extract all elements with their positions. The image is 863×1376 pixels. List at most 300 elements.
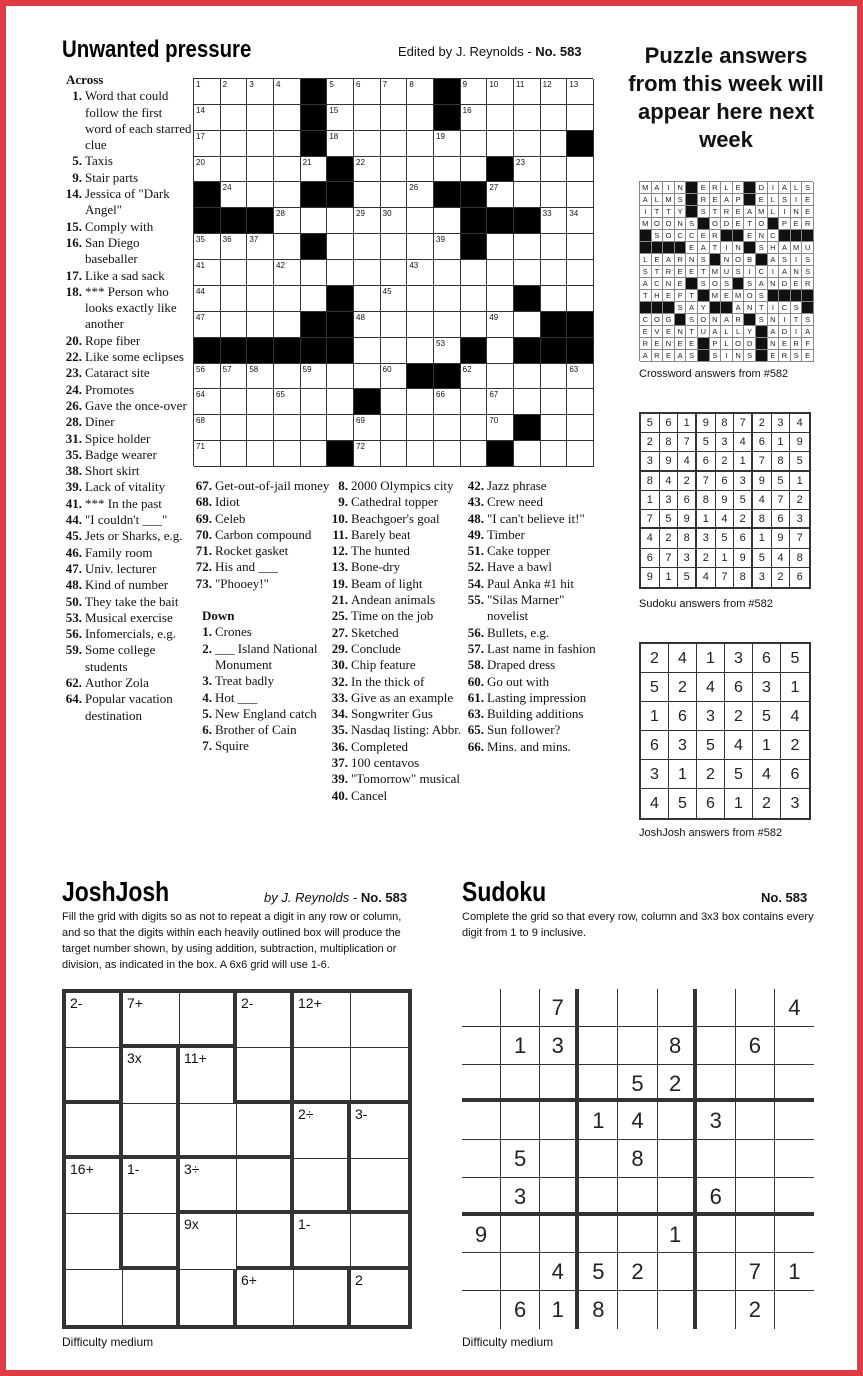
black-square — [301, 131, 328, 157]
crossword-cell — [461, 286, 488, 312]
cell-number: 33 — [542, 209, 552, 219]
crossword-cell — [381, 234, 408, 260]
cell-number: 7 — [382, 80, 388, 89]
black-square — [461, 234, 488, 260]
cell-number: 64 — [196, 390, 205, 400]
clue-item — [64, 186, 192, 219]
cage-target: 3÷ — [184, 1161, 200, 1177]
clue-text: Crones — [215, 624, 252, 640]
crossword-cell — [541, 364, 568, 390]
answer-letter: E — [652, 254, 664, 266]
clue-item — [64, 414, 192, 430]
black-square — [461, 338, 488, 364]
grid-cell: 1 — [790, 472, 809, 491]
clue-item — [330, 739, 475, 755]
clue-item — [64, 235, 192, 268]
crossword-cell — [327, 234, 354, 260]
crossword-cell — [487, 79, 514, 105]
sudoku-answers-grid — [639, 412, 811, 589]
black-square — [686, 182, 698, 194]
answer-letter: N — [768, 338, 780, 350]
crossword-cell — [301, 364, 328, 390]
clues-col-2 — [194, 478, 334, 755]
answer-letter: S — [802, 182, 814, 194]
cell-number: 5 — [329, 80, 334, 89]
crossword-cell — [514, 389, 541, 415]
clue-text: Comply with — [85, 218, 154, 234]
grid-cell: 2 — [660, 529, 679, 548]
grid-cell: 7 — [736, 1253, 775, 1291]
kenken-cell — [123, 1214, 180, 1269]
grid-cell — [736, 1102, 775, 1140]
clue-number: 21. — [331, 592, 348, 608]
grid-cell — [697, 1253, 736, 1291]
clue-item — [466, 641, 601, 657]
crossword-cell — [461, 415, 488, 441]
cage-target: 3- — [355, 1105, 368, 1122]
answer-letter: N — [675, 218, 687, 230]
clue-number: 9. — [72, 169, 82, 185]
answer-letter: A — [698, 242, 710, 254]
clue-item — [466, 543, 601, 559]
clue-number: 16. — [65, 234, 82, 250]
black-square — [514, 338, 541, 364]
grid-cell: 4 — [540, 1253, 579, 1291]
grid-cell — [736, 1216, 775, 1254]
grid-cell: 1 — [641, 702, 669, 731]
answer-letter: T — [686, 326, 698, 338]
answer-letter: C — [779, 302, 791, 314]
cell-number: 3 — [249, 80, 254, 89]
answer-letter: S — [652, 230, 664, 242]
grid-cell: 6 — [734, 529, 753, 548]
answer-letter: O — [663, 230, 675, 242]
crossword-cell — [354, 79, 381, 105]
clue-number: 62. — [65, 674, 82, 690]
answer-letter: M — [756, 206, 768, 218]
answer-letter: E — [802, 194, 814, 206]
grid-cell: 5 — [678, 568, 697, 587]
clue-text: Barely beat — [351, 526, 411, 542]
clue-text: Musical exercise — [85, 609, 173, 625]
clue-item — [64, 398, 192, 414]
answer-letter: T — [640, 290, 652, 302]
black-square — [779, 290, 791, 302]
crossword-cell — [194, 79, 221, 105]
answer-letter: L — [640, 254, 652, 266]
clue-text: New England catch — [215, 705, 317, 721]
crossword-cell — [567, 286, 594, 312]
crossword-cell — [461, 389, 488, 415]
clue-item — [330, 511, 475, 527]
clue-text: Like a sad sack — [85, 267, 165, 283]
crossword-cell — [541, 260, 568, 286]
clues-col-4 — [466, 478, 601, 755]
grid-cell: 7 — [697, 472, 716, 491]
grid-cell: 2 — [790, 491, 809, 510]
clue-text: Have a bawl — [487, 559, 552, 575]
answer-letter: R — [652, 350, 664, 362]
cell-number: 6 — [356, 80, 361, 89]
grid-cell: 5 — [641, 414, 660, 433]
clue-text: "Silas Marner" novelist — [487, 592, 565, 624]
answer-letter: R — [802, 278, 814, 290]
black-square — [327, 312, 354, 338]
clue-item — [466, 559, 601, 575]
answer-letter: D — [744, 338, 756, 350]
cell-number: 4 — [276, 80, 281, 89]
answer-letter: L — [791, 182, 803, 194]
answer-letter: S — [779, 254, 791, 266]
clue-text: Give as an example — [351, 689, 454, 705]
clue-text: Jets or Sharks, e.g. — [85, 528, 183, 544]
grid-cell — [658, 1102, 697, 1140]
answer-letter: T — [652, 206, 664, 218]
clue-item — [194, 527, 334, 543]
crossword-cell — [461, 260, 488, 286]
crossword-cell — [194, 415, 221, 441]
grid-cell: 8 — [678, 529, 697, 548]
grid-cell: 4 — [697, 673, 725, 702]
crossword-cell — [541, 131, 568, 157]
crossword-cell — [541, 234, 568, 260]
answer-letter: D — [721, 218, 733, 230]
crossword-cell — [274, 157, 301, 183]
grid-cell — [775, 1140, 814, 1178]
clue-text: Bullets, e.g. — [487, 624, 550, 640]
answer-letter: A — [710, 326, 722, 338]
grid-cell: 6 — [781, 760, 809, 789]
clue-number: 45. — [65, 528, 82, 544]
crossword-cell — [221, 415, 248, 441]
answer-letter: A — [733, 302, 745, 314]
clue-text: Popular vacation destination — [85, 691, 173, 723]
crossword-cell — [247, 131, 274, 157]
clue-item — [64, 691, 192, 724]
grid-cell: 6 — [660, 414, 679, 433]
grid-cell: 6 — [669, 702, 697, 731]
answer-letter: S — [802, 314, 814, 326]
clue-item — [330, 543, 475, 559]
clue-item — [330, 527, 475, 543]
clue-number: 39. — [331, 771, 348, 787]
answer-letter: A — [768, 254, 780, 266]
answer-letter: R — [698, 194, 710, 206]
answer-letter: N — [733, 242, 745, 254]
clue-number: 35. — [65, 446, 82, 462]
grid-cell — [775, 1065, 814, 1103]
kenken-cell — [180, 1104, 237, 1159]
black-square — [567, 131, 594, 157]
grid-cell — [697, 1216, 736, 1254]
answer-letter: C — [652, 278, 664, 290]
black-square — [301, 105, 328, 131]
clue-item — [330, 641, 475, 657]
crossword-cell — [354, 208, 381, 234]
grid-cell — [658, 1291, 697, 1329]
kenken-cell — [294, 1270, 351, 1325]
grid-cell — [579, 1178, 618, 1216]
clue-number: 57. — [467, 640, 484, 656]
crossword-cell — [381, 389, 408, 415]
grid-cell: 5 — [772, 472, 791, 491]
crossword-cell — [327, 260, 354, 286]
answer-letter: S — [675, 194, 687, 206]
sudoku-answers-caption: Sudoku answers from #582 — [639, 598, 773, 610]
crossword-cell — [407, 234, 434, 260]
clue-number: 3. — [202, 673, 212, 689]
clue-text: Diner — [85, 414, 115, 430]
answer-letter: S — [779, 194, 791, 206]
crossword-cell — [247, 415, 274, 441]
cell-number: 41 — [196, 261, 205, 271]
answer-letter: S — [640, 266, 652, 278]
kenken-cell — [351, 993, 408, 1048]
grid-cell: 8 — [790, 549, 809, 568]
answer-letter: E — [698, 230, 710, 242]
answer-letter: E — [663, 326, 675, 338]
cell-number: 71 — [196, 442, 205, 452]
black-square — [791, 230, 803, 242]
joshjosh-difficulty: Difficulty medium — [62, 1335, 154, 1349]
crossword-cell — [434, 389, 461, 415]
crossword-cell — [327, 389, 354, 415]
clue-item — [330, 788, 475, 804]
down-heading: Down — [202, 608, 235, 624]
cell-number: 14 — [196, 105, 205, 115]
crossword-cell — [194, 105, 221, 131]
black-square — [686, 278, 698, 290]
clue-item — [466, 478, 601, 494]
clue-text: "I can't believe it!" — [487, 510, 585, 526]
crossword-cell — [407, 441, 434, 467]
answer-letter: E — [663, 350, 675, 362]
crossword-number: No. 583 — [535, 44, 582, 59]
cell-number: 12 — [542, 80, 552, 89]
grid-cell — [462, 989, 501, 1027]
grid-cell: 5 — [753, 702, 781, 731]
answer-letter: E — [791, 218, 803, 230]
clue-number: 5. — [202, 705, 212, 721]
crossword-cell — [461, 131, 488, 157]
cage-target: 12+ — [298, 995, 322, 1011]
answer-letter: B — [744, 254, 756, 266]
answer-letter: O — [756, 218, 768, 230]
cell-number: 62 — [462, 364, 472, 374]
answer-letter: A — [779, 242, 791, 254]
black-square — [756, 254, 768, 266]
clue-item — [330, 608, 475, 624]
answer-letter: A — [756, 278, 768, 290]
answer-letter: I — [768, 182, 780, 194]
clue-number: 68. — [195, 494, 212, 510]
answer-letter: I — [791, 326, 803, 338]
clue-number: 48. — [467, 510, 484, 526]
crossword-cell — [567, 364, 594, 390]
grid-cell — [775, 1178, 814, 1216]
clue-item — [330, 706, 475, 722]
answer-letter: P — [779, 218, 791, 230]
black-square — [434, 79, 461, 105]
answer-letter: S — [791, 302, 803, 314]
answer-letter: H — [768, 242, 780, 254]
clue-item — [330, 755, 475, 771]
clue-item — [64, 479, 192, 495]
clue-number: 20. — [65, 332, 82, 348]
crossword-cell — [327, 208, 354, 234]
clue-item — [194, 576, 334, 592]
grid-cell: 2 — [753, 414, 772, 433]
clue-number: 5. — [72, 153, 82, 169]
crossword-cell — [461, 312, 488, 338]
cage-target: 9x — [184, 1216, 199, 1233]
cell-number: 70 — [489, 416, 499, 426]
clue-item — [64, 170, 192, 186]
grid-cell — [658, 1140, 697, 1178]
grid-cell — [697, 1027, 736, 1065]
crossword-cell — [541, 105, 568, 131]
grid-cell: 3 — [734, 472, 753, 491]
grid-cell: 2 — [641, 433, 660, 452]
grid-cell: 2 — [772, 568, 791, 587]
kenken-cell — [294, 1159, 351, 1214]
sudoku-grid — [462, 989, 814, 1329]
black-square — [756, 338, 768, 350]
answer-letter: E — [733, 206, 745, 218]
crossword-cell — [194, 260, 221, 286]
crossword-cell — [381, 364, 408, 390]
clue-text: His and ___ — [215, 559, 278, 575]
answer-letter: I — [768, 266, 780, 278]
grid-cell — [697, 1065, 736, 1103]
grid-cell: 9 — [660, 452, 679, 471]
answer-letter: I — [791, 254, 803, 266]
clue-item — [64, 382, 192, 398]
clue-text: Word that could follow the first word of each starred clue — [85, 88, 192, 153]
clue-number: 64. — [65, 691, 82, 707]
black-square — [698, 350, 710, 362]
crossword-cell — [407, 79, 434, 105]
clue-text: Sketched — [351, 624, 399, 640]
grid-cell: 3 — [753, 568, 772, 587]
grid-cell — [579, 1216, 618, 1254]
clue-number: 11. — [332, 526, 348, 542]
answer-letter: Y — [675, 206, 687, 218]
grid-cell: 9 — [753, 472, 772, 491]
answer-letter: T — [744, 218, 756, 230]
grid-cell: 2 — [641, 644, 669, 673]
answer-letter: O — [652, 218, 664, 230]
clue-text: Idiot — [215, 494, 240, 510]
crossword-cell — [274, 312, 301, 338]
clue-number: 10. — [331, 510, 348, 526]
black-square — [652, 242, 664, 254]
crossword-cell — [487, 389, 514, 415]
answer-letter: D — [779, 326, 791, 338]
grid-cell — [501, 1102, 540, 1140]
grid-cell: 1 — [678, 414, 697, 433]
black-square — [698, 218, 710, 230]
answer-letter: A — [779, 266, 791, 278]
clue-number: 60. — [467, 673, 484, 689]
answer-letter: T — [710, 242, 722, 254]
answer-letter: T — [663, 206, 675, 218]
cell-number: 21 — [302, 157, 312, 167]
answer-letter: F — [675, 290, 687, 302]
cage-target: 11+ — [184, 1050, 207, 1067]
answer-letter: I — [791, 194, 803, 206]
grid-cell: 2 — [725, 702, 753, 731]
joshjosh-title: JoshJosh — [62, 876, 170, 907]
crossword-cell — [247, 441, 274, 467]
cell-number: 47 — [196, 312, 205, 322]
clue-text: Author Zola — [85, 674, 149, 690]
answer-letter: C — [640, 314, 652, 326]
cage-target: 6+ — [241, 1271, 257, 1288]
answer-letter: O — [652, 314, 664, 326]
crossword-cell — [381, 208, 408, 234]
grid-cell: 9 — [641, 568, 660, 587]
answer-letter: R — [791, 338, 803, 350]
crossword-cell — [407, 182, 434, 208]
cell-number: 30 — [382, 209, 392, 219]
crossword-cell — [541, 157, 568, 183]
grid-cell — [579, 989, 618, 1027]
answer-letter: I — [744, 266, 756, 278]
clue-text: Cathedral topper — [351, 494, 438, 510]
answer-letter: R — [675, 254, 687, 266]
answer-letter: R — [733, 314, 745, 326]
grid-cell — [462, 1291, 501, 1329]
grid-cell: 1 — [658, 1216, 697, 1254]
answer-letter: S — [721, 278, 733, 290]
crossword-cell — [354, 105, 381, 131]
clue-number: 36. — [331, 738, 348, 754]
crossword-cell — [274, 415, 301, 441]
black-square — [802, 302, 814, 314]
clue-item — [194, 494, 334, 510]
crossword-cell — [487, 182, 514, 208]
answer-letter: T — [710, 206, 722, 218]
joshjosh-grid — [62, 989, 412, 1329]
clue-number: 50. — [65, 593, 82, 609]
clue-number: 34. — [331, 706, 348, 722]
cell-number: 18 — [329, 131, 339, 141]
clue-number: 30. — [331, 657, 348, 673]
crossword-cell — [354, 312, 381, 338]
answer-letter: E — [675, 266, 687, 278]
clue-item — [194, 511, 334, 527]
crossword-cell — [247, 157, 274, 183]
cell-number: 23 — [516, 157, 525, 167]
clue-number: 41. — [65, 495, 82, 511]
clue-number: 4. — [202, 689, 212, 705]
answer-letter: Y — [698, 302, 710, 314]
joshjosh-author: by J. Reynolds - — [264, 890, 361, 905]
crossword-cell — [567, 260, 594, 286]
clue-item — [194, 559, 334, 575]
cage-target: 1- — [127, 1161, 140, 1177]
black-square — [327, 182, 354, 208]
cage-target: 1- — [298, 1216, 311, 1233]
cage-target: 16+ — [70, 1161, 94, 1177]
answer-letter: A — [640, 278, 652, 290]
clue-item — [330, 657, 475, 673]
clue-number: 52. — [467, 559, 484, 575]
grid-cell: 3 — [725, 644, 753, 673]
answer-letter: T — [756, 302, 768, 314]
clue-text: Cancel — [351, 787, 388, 803]
